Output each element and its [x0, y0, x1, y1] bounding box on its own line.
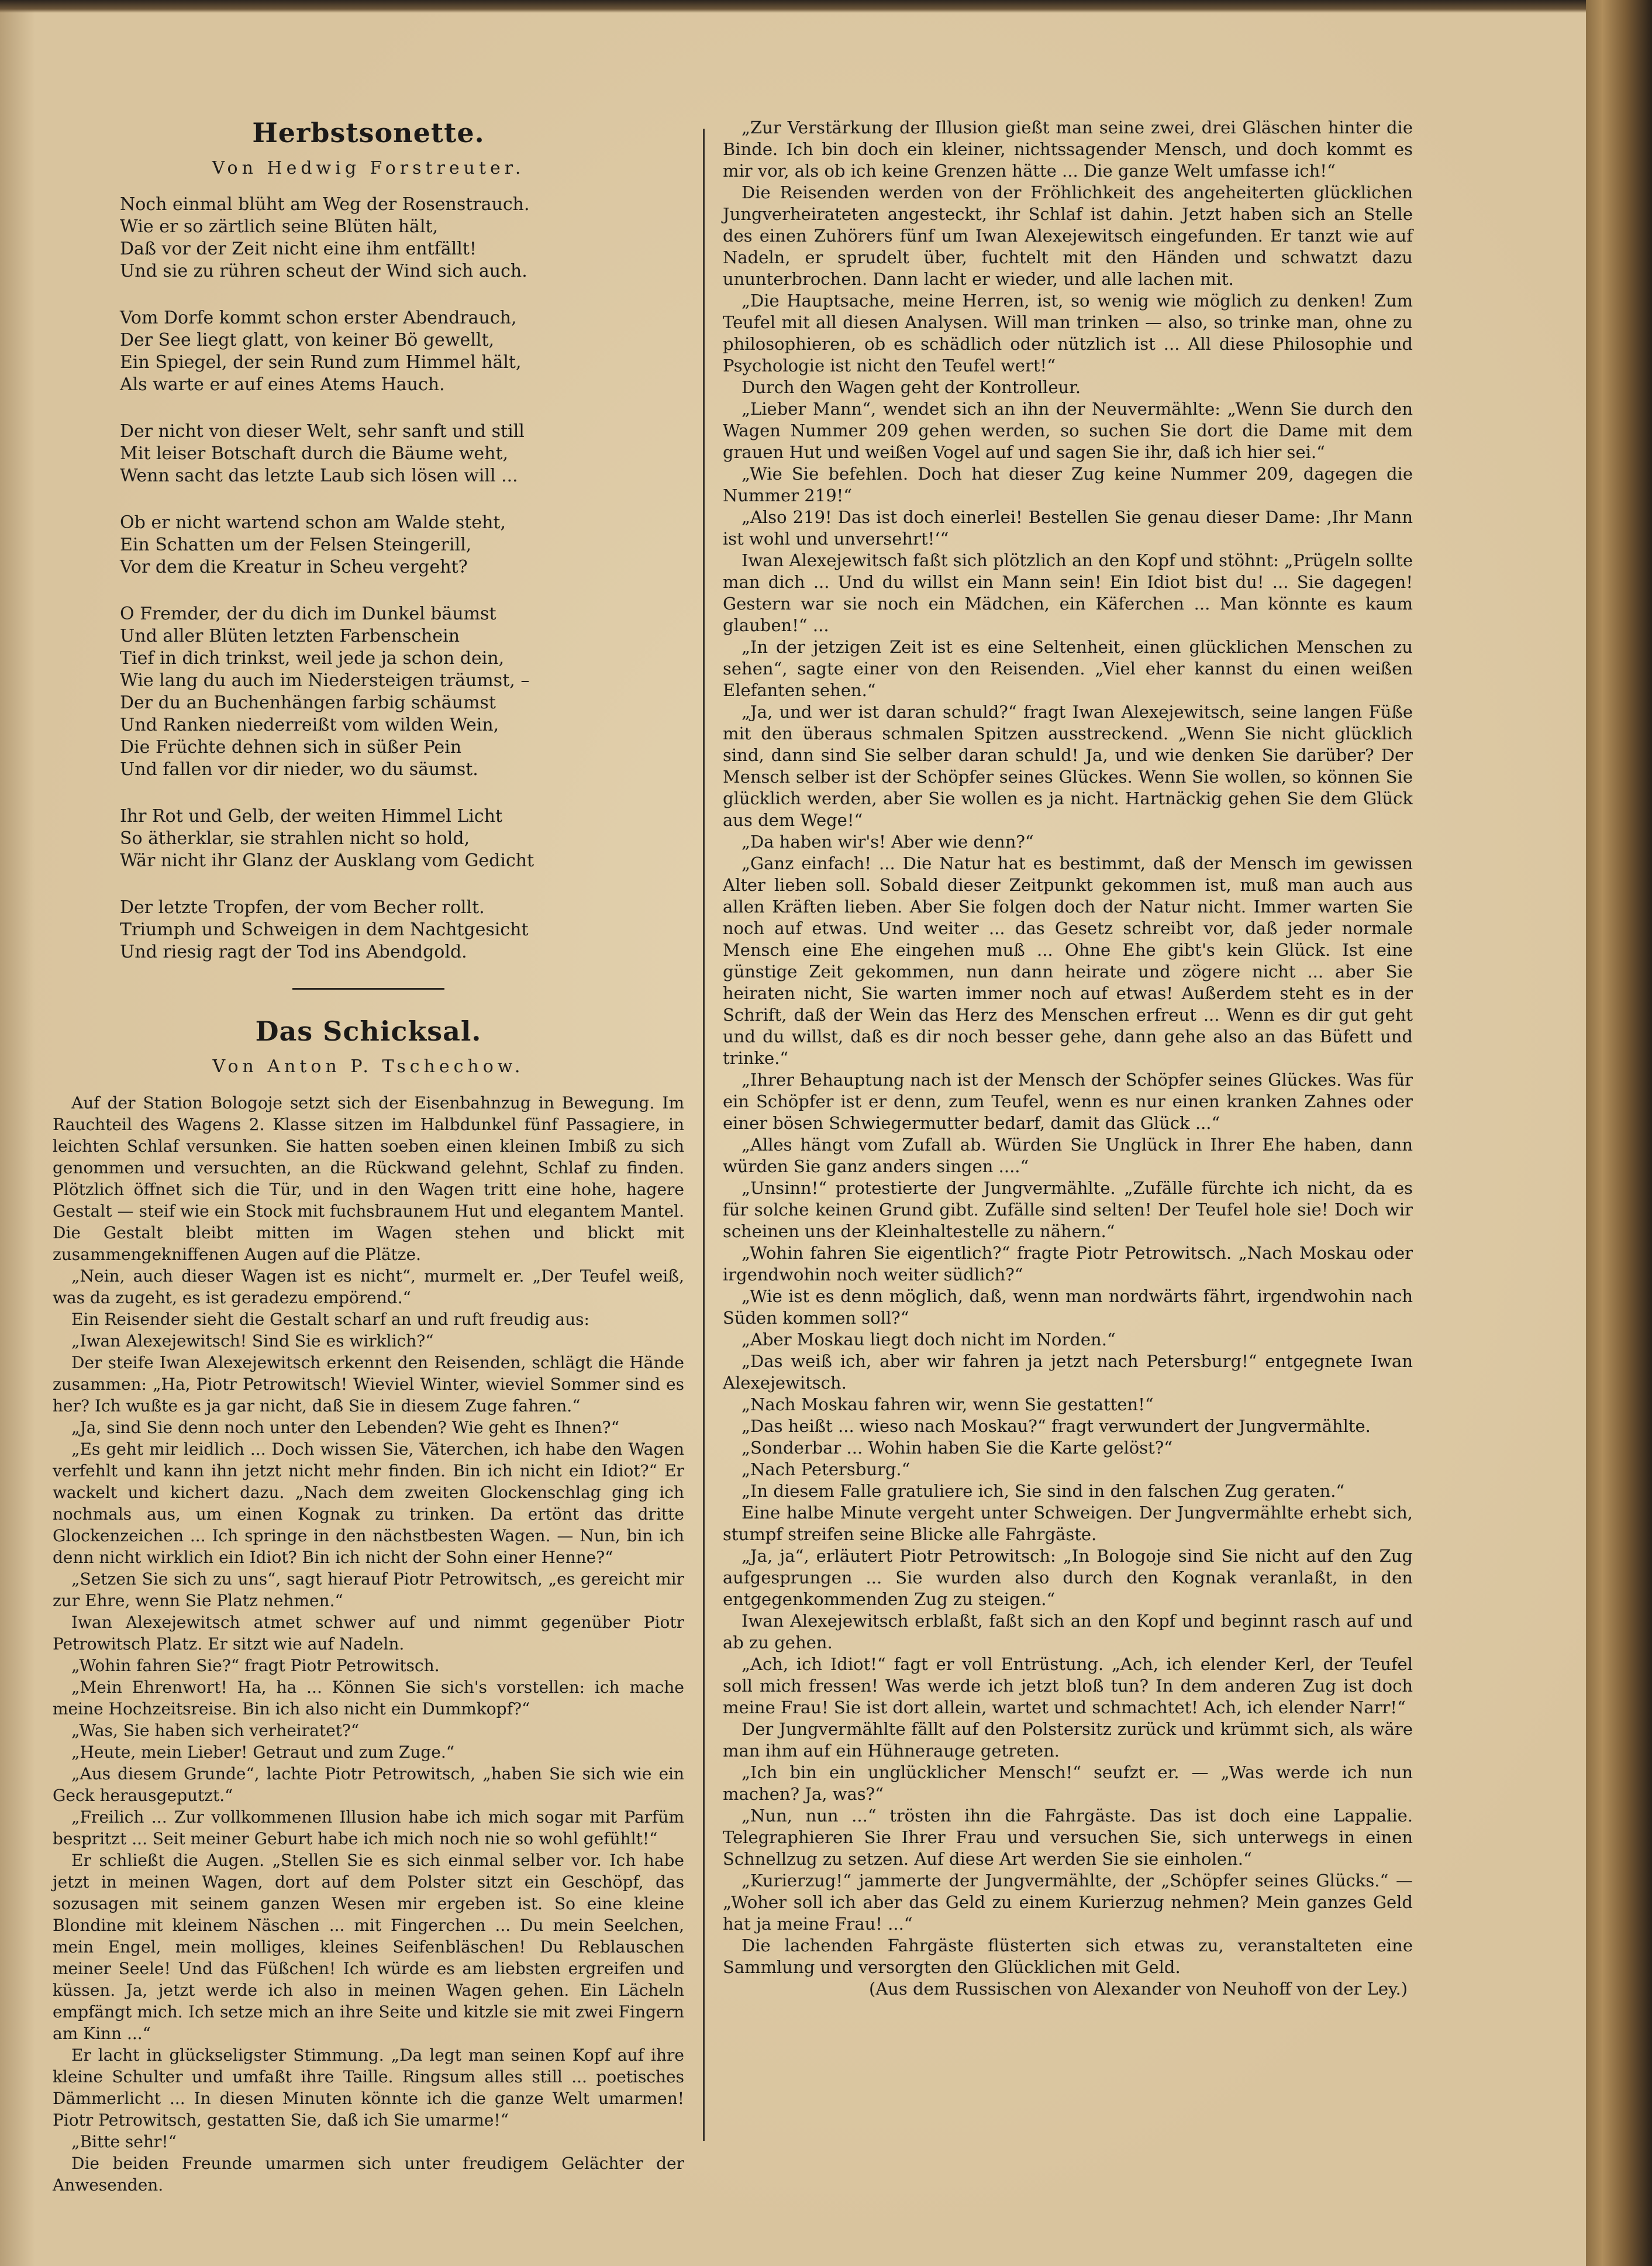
poem-stanza — [120, 421, 684, 487]
poem-byline: Von Hedwig Forstreuter. — [212, 158, 525, 178]
story-paragraph: Der Jungvermählte fällt auf den Polstersitz zurück und krümmt sich, als wäre man ihm auf ein Hühnerauge getreten. — [723, 1719, 1413, 1761]
poem-line: Vom Dorfe kommt schon erster Abendrauch, — [120, 308, 517, 328]
poem-line: Ein Spiegel, der sein Rund zum Himmel hält, — [120, 352, 522, 373]
translator-note: (Aus dem Russischen von Alexander von Neuhoff von der Ley.) — [869, 1979, 1408, 1999]
section-rule — [292, 988, 444, 990]
story-text-right — [723, 117, 1413, 1978]
poem-line: Triumph und Schweigen in dem Nachtgesicht — [120, 920, 529, 940]
story-paragraph: „Wohin fahren Sie eigentlich?“ fragte Piotr Petrowitsch. „Nach Moskau oder irgendwohin noch weiter südlich?“ — [723, 1243, 1413, 1284]
poem-line: Mit leiser Botschaft durch die Bäume weht, — [120, 443, 509, 464]
poem-line: Als warte er auf eines Atems Hauch. — [120, 374, 445, 395]
poem-line: Und Ranken niederreißt vom wilden Wein, — [120, 715, 499, 735]
story-paragraph: „Nein, auch dieser Wagen ist es nicht“, murmelt er. „Der Teufel weiß, was da zugeht, es ist geradezu empörend.“ — [53, 1266, 684, 1307]
story-paragraph: Die Reisenden werden von der Fröhlichkeit des angeheiterten glücklichen Jungverheirateten angesteckt, ihr Schlaf ist dahin. Jetzt haben sich an Stelle des einen Zuhörers fünf um Iwan Alexejewitsch eingefunden. Er tanzt wie auf Nadeln, er sprudelt über, fuchtelt mit den Händen und schwatzt dazu ununterbrochen. Dann lacht er wieder, und alle lachen mit. — [723, 182, 1413, 289]
story-paragraph: „Iwan Alexejewitsch! Sind Sie es wirklich?“ — [71, 1331, 434, 1351]
story-paragraph: „In diesem Falle gratuliere ich, Sie sind in den falschen Zug geraten.“ — [741, 1481, 1345, 1501]
story-paragraph: „Ich bin ein unglücklicher Mensch!“ seufzt er. — „Was werde ich nun machen? Ja, was?“ — [723, 1762, 1413, 1804]
poem-stanza — [120, 603, 684, 781]
story-paragraph: Durch den Wagen geht der Kontrolleur. — [741, 377, 1081, 397]
story-paragraph: Iwan Alexejewitsch faßt sich plötzlich an den Kopf und stöhnt: „Prügeln sollte man dich ... Und du willst ein Mann sein! Ein Idiot bist du! ... Sie dagegen! Gestern war sie noch ein Mädchen, ein Käferchen ... Man könnte es kaum glauben!“ ... — [723, 550, 1413, 635]
story-paragraph: „Kurierzug!“ jammerte der Jungvermählte, der „Schöpfer seines Glücks.“ — „Woher soll ich aber das Geld zu einem Kurierzug nehmen? Mein ganzes Geld hat ja meine Frau! ...“ — [723, 1871, 1413, 1934]
poem-line: So ätherklar, sie strahlen nicht so hold, — [120, 828, 470, 849]
story-paragraph: „Nach Moskau fahren wir, wenn Sie gestatten!“ — [741, 1394, 1154, 1414]
poem-line: Und riesig ragt der Tod ins Abendgold. — [120, 942, 467, 962]
story-paragraph: „Wie Sie befehlen. Doch hat dieser Zug keine Nummer 209, dagegen die Nummer 219!“ — [723, 464, 1413, 505]
story-paragraph: „Mein Ehrenwort! Ha, ha ... Können Sie sich's vorstellen: ich mache meine Hochzeitsreise. Bin ich also nicht ein Dummkopf?“ — [53, 1678, 684, 1719]
story-paragraph: „Wie ist es denn möglich, daß, wenn man nordwärts fährt, irgendwohin nach Süden kommen soll?“ — [723, 1286, 1413, 1328]
poem-stanza — [120, 307, 684, 396]
story-paragraph: „Das heißt ... wieso nach Moskau?“ fragt verwundert der Jungvermählte. — [741, 1416, 1371, 1436]
poem-line: Der nicht von dieser Welt, sehr sanft und still — [120, 421, 525, 442]
story-paragraph: Die lachenden Fahrgäste flüsterten sich etwas zu, veranstalteten eine Sammlung und versorgten den Glücklichen mit Geld. — [723, 1936, 1413, 1977]
poem-line: Die Früchte dehnen sich in süßer Pein — [120, 737, 462, 757]
poem-line: Tief in dich trinkst, weil jede ja schon dein, — [120, 648, 505, 669]
story-byline: Von Anton P. Tschechow. — [212, 1056, 525, 1077]
story-paragraph: „Was, Sie haben sich verheiratet?“ — [71, 1721, 360, 1740]
poem-line: Ihr Rot und Gelb, der weiten Himmel Licht — [120, 806, 503, 826]
story-paragraph: Er schließt die Augen. „Stellen Sie es sich einmal selber vor. Ich habe jetzt in meinen Wagen, dort auf dem Polster sitzt ein Geschöpf, das sozusagen mit seinem ganzen Wesen mir ergeben ist. So eine kleine Blondine mit kleinem Näschen ... mit Fingerchen ... Du mein Seelchen, mein Engel, mein molliges, kleines Seifenbläschen! Du Reblauschen meiner Seele! Und das Füßchen! Ich würde es am liebsten ergreifen und küssen. Ja, jetzt werde ich also in meinen Wagen gehen. Ein Lächeln empfängt mich. Ich setze mich an ihre Seite und kitzle sie mit zwei Fingern am Kinn ...“ — [53, 1851, 684, 2043]
poem-line: Daß vor der Zeit nicht eine ihm entfällt! — [120, 239, 477, 259]
poem-line: Der letzte Tropfen, der vom Becher rollt. — [120, 897, 485, 918]
story-text-left — [53, 1092, 684, 2196]
story-paragraph: „Ach, ich Idiot!“ fagt er voll Entrüstung. „Ach, ich elender Kerl, der Teufel soll mich fressen! Was werde ich jetzt bloß tun? In dem anderen Zug ist doch meine Frau! Sie ist dort allein, wartet und schmachtet! Ach, ich elender Narr!“ — [723, 1654, 1413, 1717]
story-paragraph: „Die Hauptsache, meine Herren, ist, so wenig wie möglich zu denken! Zum Teufel mit all diesen Analysen. Will man trinken — also, so trinke man, ohne zu philosophieren, ob es schädlich oder nützlich ist ... All diese Philosophie und Psychologie ist nicht den Teufel wert!“ — [723, 291, 1413, 376]
story-paragraph: „Also 219! Das ist doch einerlei! Bestellen Sie genau dieser Dame: ‚Ihr Mann ist wohl und unversehrt!‘“ — [723, 507, 1413, 549]
poem-body — [53, 194, 684, 963]
story-paragraph: „Ihrer Behauptung nach ist der Mensch der Schöpfer seines Glückes. Was für ein Schöpfer ist er denn, zum Teufel, wenn es nur einen kranken Zahnes oder einer bösen Schwiegermutter bedarf, damit das Glück ...“ — [723, 1070, 1413, 1133]
poem-line: O Fremder, der du dich im Dunkel bäumst — [120, 604, 496, 624]
story-paragraph: „Setzen Sie sich zu uns“, sagt hierauf Piotr Petrowitsch, „es gereicht mir zur Ehre, wenn Sie Platz nehmen.“ — [53, 1569, 684, 1610]
story-paragraph: „In der jetzigen Zeit ist es eine Seltenheit, einen glücklichen Menschen zu sehen“, sagte einer von den Reisenden. „Viel eher kannst du einen weißen Elefanten sehen.“ — [723, 637, 1413, 700]
story-paragraph: „Ja, und wer ist daran schuld?“ fragt Iwan Alexejewitsch, seine langen Füße mit den überaus schmalen Spitzen ausstreckend. „Wenn Sie nicht glücklich sind, dann sind Sie selber daran schuld! Ja, und wie denken Sie darüber? Der Mensch selber ist der Schöpfer seines Glückes. Wenn Sie wollen, so können Sie glücklich werden, aber Sie wollen es ja nicht. Hartnäckig gehen Sie dem Glück aus dem Wege!“ — [723, 702, 1413, 830]
column-divider — [703, 129, 705, 2141]
story-paragraph: „Ja, sind Sie denn noch unter den Lebenden? Wie geht es Ihnen?“ — [71, 1418, 620, 1437]
story-paragraph: „Das weiß ich, aber wir fahren ja jetzt nach Petersburg!“ entgegnete Iwan Alexejewitsch. — [723, 1351, 1413, 1393]
poem-line: Der du an Buchenhängen farbig schäumst — [120, 693, 496, 713]
poem-line: Wenn sacht das letzte Laub sich lösen will ... — [120, 466, 518, 486]
poem-stanza — [120, 194, 684, 283]
story-paragraph: „Nach Petersburg.“ — [741, 1459, 911, 1479]
poem-line: Vor dem die Kreatur in Scheu vergeht? — [120, 557, 468, 577]
page-top-edge — [0, 0, 1586, 13]
poem-line: Wie lang du auch im Niedersteigen träumst, – — [120, 670, 530, 691]
poem-line: Wär nicht ihr Glanz der Ausklang vom Gedicht — [120, 850, 534, 871]
story-paragraph: „Heute, mein Lieber! Getraut und zum Zuge.“ — [71, 1742, 455, 1762]
story-paragraph: Auf der Station Bologoje setzt sich der Eisenbahnzug in Bewegung. Im Rauchteil des Wagens 2. Klasse sitzen im Halbdunkel fünf Passagiere, in leichten Schlaf versunken. Sie hatten soeben einen kleinen Imbiß zu sich genommen und versuchten, an die Rückwand gelehnt, Schlaf zu finden. Plötzlich öffnet sich die Tür, und in den Wagen tritt eine hohe, hagere Gestalt — steif wie ein Stock mit fuchsbraunem Hut und elegantem Mantel. Die Gestalt bleibt mitten im Wagen stehen und blickt mit zusammengekniffenen Augen auf die Plätze. — [53, 1093, 684, 1264]
poem-stanza — [120, 512, 684, 578]
story-paragraph: „Ja, ja“, erläutert Piotr Petrowitsch: „In Bologoje sind Sie nicht auf den Zug aufgesprungen ... Sie wurden also durch den Kognak veranlaßt, in den entgegenkommenden Zug zu steigen.“ — [723, 1546, 1413, 1609]
poem-stanza — [120, 897, 684, 963]
story-title: Das Schicksal. — [255, 1015, 482, 1047]
story-paragraph: Der steife Iwan Alexejewitsch erkennt den Reisenden, schlägt die Hände zusammen: „Ha, Piotr Petrowitsch! Wieviel Winter, wieviel Sommer sind es her? Ich wußte es ja gar nicht, daß Sie in diesem Zuge fahren.“ — [53, 1353, 684, 1416]
right-column — [723, 117, 1413, 2000]
story-paragraph: „Wohin fahren Sie?“ fragt Piotr Petrowitsch. — [71, 1656, 440, 1675]
story-paragraph: Die beiden Freunde umarmen sich unter freudigem Gelächter der Anwesenden. — [53, 2154, 684, 2195]
poem-line: Und sie zu rühren scheut der Wind sich auch. — [120, 261, 527, 281]
story-paragraph: „Zur Verstärkung der Illusion gießt man seine zwei, drei Gläschen hinter die Binde. Ich bin doch ein kleiner, nichtssagender Mensch, und doch kommt es mir vor, als ob ich keine Grenzen hätte ... Die ganze Welt umfasse ich!“ — [723, 118, 1413, 181]
story-paragraph: „Sonderbar ... Wohin haben Sie die Karte gelöst?“ — [741, 1438, 1173, 1458]
story-paragraph: „Aber Moskau liegt doch nicht im Norden.“ — [741, 1330, 1116, 1349]
story-paragraph: „Es geht mir leidlich ... Doch wissen Sie, Väterchen, ich habe den Wagen verfehlt und kann ihn jetzt nicht mehr finden. Bin ich nicht ein Idiot?“ Er wackelt und kichert dazu. „Nach dem zweiten Glockenschlag ging ich nochmals aus, um einen Kognak zu trinken. Da ertönt das dritte Glockenzeichen ... Ich springe in den nächstbesten Wagen. — Nun, bin ich denn nicht wirklich ein Idiot? Bin ich nicht der Sohn einer Henne?“ — [53, 1440, 684, 1567]
story-paragraph: Iwan Alexejewitsch atmet schwer auf und nimmt gegenüber Piotr Petrowitsch Platz. Er sitzt wie auf Nadeln. — [53, 1613, 684, 1654]
poem-line: Und aller Blüten letzten Farbenschein — [120, 626, 460, 646]
story-paragraph: „Alles hängt vom Zufall ab. Würden Sie Unglück in Ihrer Ehe haben, dann würden Sie ganz anders singen ....“ — [723, 1135, 1413, 1176]
story-paragraph: „Lieber Mann“, wendet sich an ihn der Neuvermählte: „Wenn Sie durch den Wagen Nummer 209 gehen werden, so suchen Sie dort die Dame mit dem grauen Hut und weißen Vogel auf und sagen Sie ihr, daß ich hier sei.“ — [723, 399, 1413, 462]
story-paragraph: „Ganz einfach! ... Die Natur hat es bestimmt, daß der Mensch im gewissen Alter lieben soll. Sobald dieser Zeitpunkt gekommen ist, muß man auch aus allen Kräften lieben. Aber Sie folgen doch der Natur nicht. Immer warten Sie noch auf etwas. Und weiter ... das Gesetz schreibt vor, daß jeder normale Mensch eine Ehe eingehen muß ... Ohne Ehe gibt's kein Glück. Ist eine günstige Zeit gekommen, nun dann heirate und zögere nicht ... aber Sie heiraten nicht, Sie warten immer noch auf etwas! Außerdem steht es in der Schrift, daß der Wein das Herz des Menschen erfreut ... Wenn es dir gut geht und du willst, daß es dir noch besser gehe, dann gehe also an das Büfett und trinke.“ — [723, 853, 1413, 1068]
story-paragraph: „Bitte sehr!“ — [71, 2132, 177, 2151]
poem-line: Der See liegt glatt, von keiner Bö gewellt, — [120, 330, 495, 350]
poem-stanza — [120, 805, 684, 872]
story-paragraph: „Nun, nun ...“ trösten ihn die Fahrgäste. Das ist doch eine Lappalie. Telegraphieren Sie Ihrer Frau und versuchen Sie, sich unterwegs in einen Schnellzug zu setzen. Auf diese Art werden Sie sie einholen.“ — [723, 1806, 1413, 1869]
story-paragraph: Ein Reisender sieht die Gestalt scharf an und ruft freudig aus: — [71, 1310, 589, 1329]
left-column — [53, 117, 684, 2196]
story-paragraph: „Da haben wir's! Aber wie denn?“ — [741, 832, 1034, 852]
poem-title: Herbstsonette. — [252, 117, 485, 149]
poem-line: Ob er nicht wartend schon am Walde steht, — [120, 512, 506, 533]
book-binding — [1586, 0, 1652, 2266]
poem-line: Wie er so zärtlich seine Blüten hält, — [120, 216, 439, 237]
story-paragraph: „Freilich ... Zur vollkommenen Illusion habe ich mich sogar mit Parfüm bespritzt ... Seit meiner Geburt habe ich mich noch nie so wohl gefühlt!“ — [53, 1807, 684, 1848]
poem-line: Und fallen vor dir nieder, wo du säumst. — [120, 759, 478, 780]
poem-line: Noch einmal blüht am Weg der Rosenstrauch. — [120, 194, 530, 215]
story-paragraph: Iwan Alexejewitsch erblaßt, faßt sich an den Kopf und beginnt rasch auf und ab zu gehen. — [723, 1611, 1413, 1652]
story-paragraph: „Aus diesem Grunde“, lachte Piotr Petrowitsch, „haben Sie sich wie ein Geck herausgeputzt.“ — [53, 1764, 684, 1805]
poem-line: Ein Schatten um der Felsen Steingerill, — [120, 535, 472, 555]
story-paragraph: Eine halbe Minute vergeht unter Schweigen. Der Jungvermählte erhebt sich, stumpf streifen seine Blicke alle Fahrgäste. — [723, 1503, 1413, 1544]
story-paragraph: Er lacht in glückseligster Stimmung. „Da legt man seinen Kopf auf ihre kleine Schulter und umfaßt ihre Taille. Ringsum alles still ... poetisches Dämmerlicht ... In diesen Minuten könnte ich die ganze Welt umarmen! Piotr Petrowitsch, gestatten Sie, daß ich Sie umarme!“ — [53, 2045, 684, 2130]
story-paragraph: „Unsinn!“ protestierte der Jungvermählte. „Zufälle fürchte ich nicht, da es für solche keinen Grund gibt. Zufälle sind selten! Der Teufel hole sie! Doch wir scheinen uns der Kleinhaltestelle zu nähern.“ — [723, 1178, 1413, 1241]
